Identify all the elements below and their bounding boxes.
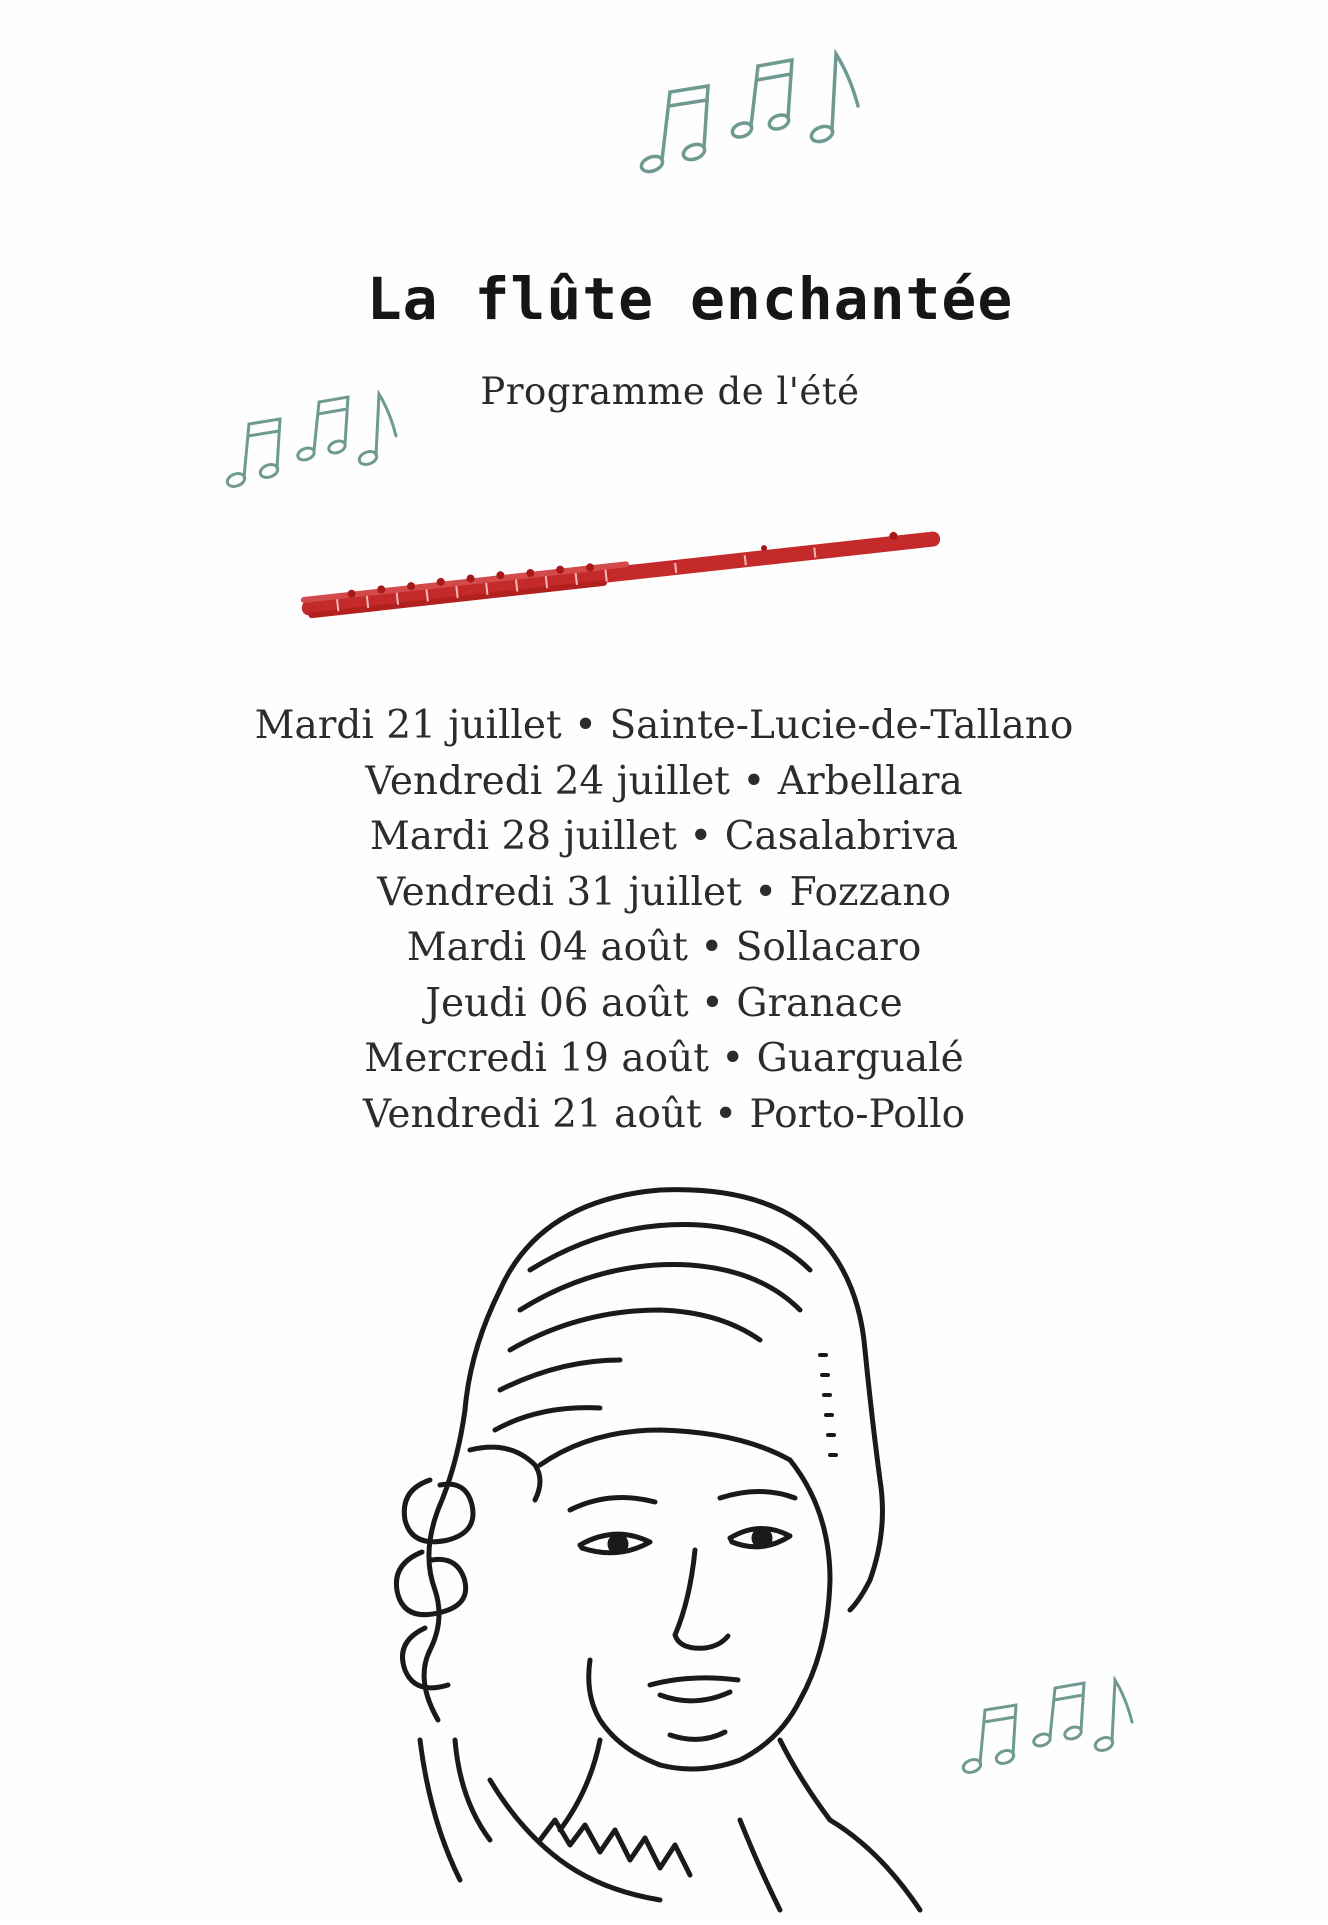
schedule-item: Vendredi 24 juillet • Arbellara [365,758,963,804]
schedule-item: Mardi 21 juillet • Sainte-Lucie-de-Tallano [254,703,1074,748]
schedule-item: Mardi 04 août • Sollacaro [406,925,922,970]
schedule-item: Mercredi 19 août • Guargualé [364,1036,964,1081]
music-notes-icon [958,1658,1138,1783]
subtitle: Programme de l'été [480,370,860,413]
schedule-item: Vendredi 31 juillet • Fozzano [377,869,951,915]
schedule-item: Mardi 28 juillet • Casalabriva [369,814,959,859]
schedule-item: Vendredi 21 août • Porto-Pollo [362,1091,966,1137]
music-notes-icon [636,26,866,186]
page-title: La flûte enchantée [366,264,1014,333]
mozart-portrait-illustration [360,1180,960,1925]
schedule-item: Jeudi 06 août • Granace [425,980,903,1026]
flute-icon [296,514,946,639]
schedule-list [0,698,1328,1142]
